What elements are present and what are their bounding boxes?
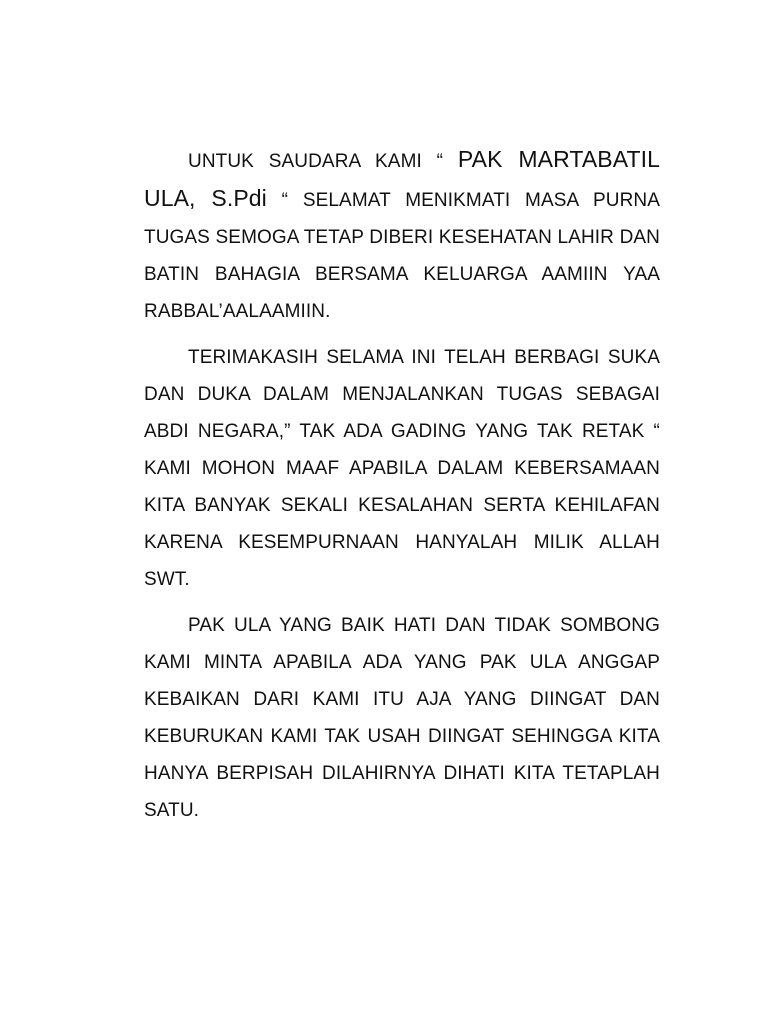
paragraph-request: PAK ULA YANG BAIK HATI DAN TIDAK SOMBONG KAMI MINTA APABILA ADA YANG PAK ULA ANGGAP KEBAIKAN DARI KAMI ITU AJA YANG DIINGAT DAN KEBURUKAN KAMI TAK USAH DIINGAT SEHINGGA KITA HANYA BERPISAH DILAHIRNYA DIHATI KITA TETAPLAH SATU. xyxy=(144,615,660,821)
paragraph-farewell-intro: UNTUK SAUDARA KAMI “ xyxy=(188,151,458,172)
paragraph-farewell-wishes: “ SELAMAT MENIKMATI MASA PURNA TUGAS SEMOGA TETAP DIBERI KESEHATAN LAHIR DAN BATIN BAHAGIA BERSAMA KELUARGA AAMIIN YAA RABBAL’AALAAMIIN. xyxy=(144,190,661,322)
honoree-name: PAK MARTABATIL ULA, S.Pdi xyxy=(144,146,660,211)
paragraph-farewell xyxy=(144,141,660,330)
document-body xyxy=(144,141,660,838)
paragraph-thanks: TERIMAKASIH SELAMA INI TELAH BERBAGI SUKA DAN DUKA DALAM MENJALANKAN TUGAS SEBAGAI ABDI NEGARA,” TAK ADA GADING YANG TAK RETAK “ KAMI MOHON MAAF APABILA DALAM KEBERSAMAAN KITA BANYAK SEKALI KESALAHAN SERTA KEHILAFAN KARENA KESEMPURNAAN HANYALAH MILIK ALLAH SWT. xyxy=(144,347,660,590)
